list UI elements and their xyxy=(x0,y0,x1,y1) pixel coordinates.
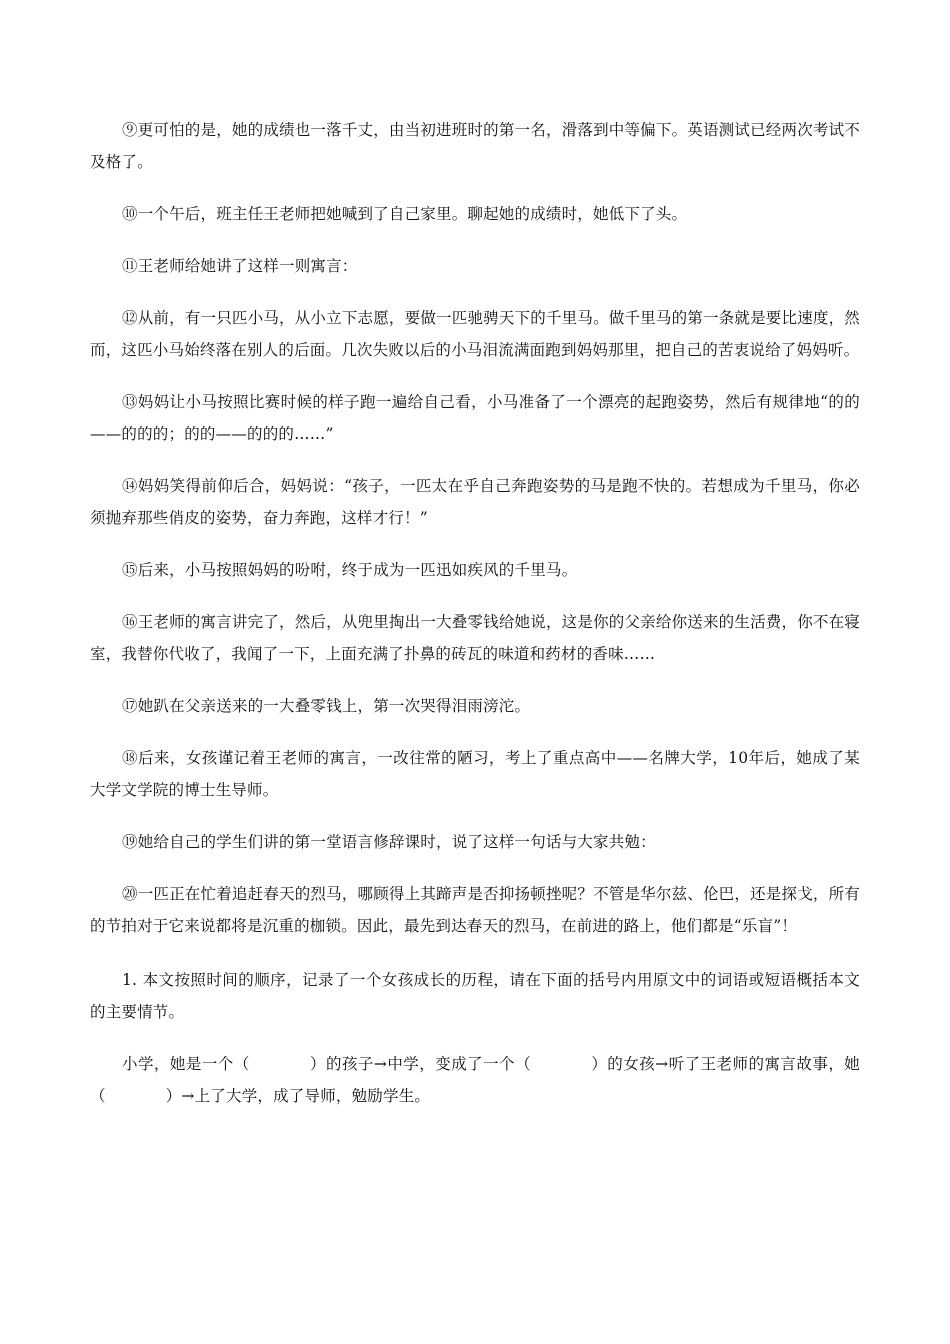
answer-part-3: ）的女孩→听了王老师的寓言故事，她（ xyxy=(90,1055,860,1105)
paragraph-11: ⑪王老师给她讲了这样一则寓言： xyxy=(122,257,358,275)
paragraph-13: ⑬妈妈让小马按照比赛时候的样子跑一遍给自己看，小马准备了一个漂亮的起跑姿势，然后有规律地“的的——的的的；的的——的的的……” xyxy=(90,393,860,443)
answer-template xyxy=(90,1048,860,1112)
paragraph-12: ⑫从前，有一只匹小马，从小立下志愿，要做一匹驰骋天下的千里马。做千里马的第一条就是要比速度，然而，这匹小马始终落在别人的后面。几次失败以后的小马泪流满面跑到妈妈那里，把自己的苦衷说给了妈妈听。 xyxy=(90,309,860,359)
paragraph-20: ⑳一匹正在忙着追赶春天的烈马，哪顾得上其蹄声是否抑扬顿挫呢？不管是华尔兹、伦巴，还是探戈，所有的节拍对于它来说都将是沉重的枷锁。因此，最先到达春天的烈马，在前进的路上，他们都是“乐盲”！ xyxy=(90,885,860,935)
paragraph-16: ⑯王老师的寓言讲完了，然后，从兜里掏出一大叠零钱给她说，这是你的父亲给你送来的生活费，你不在寝室，我替你代收了，我闻了一下，上面充满了扑鼻的砖瓦的味道和药材的香味…… xyxy=(90,613,860,663)
paragraph-9: ⑨更可怕的是，她的成绩也一落千丈，由当初进班时的第一名，滑落到中等偏下。英语测试已经两次考试不及格了。 xyxy=(90,121,860,171)
paragraph-19: ⑲她给自己的学生们讲的第一堂语言修辞课时，说了这样一句话与大家共勉： xyxy=(122,833,656,851)
question-1: 1. 本文按照时间的顺序，记录了一个女孩成长的历程，请在下面的括号内用原文中的词语或短语概括本文的主要情节。 xyxy=(90,971,860,1021)
paragraph-15: ⑮后来，小马按照妈妈的吩咐，终于成为一匹迅如疾风的千里马。 xyxy=(122,561,578,579)
paragraph-14: ⑭妈妈笑得前仰后合，妈妈说：“孩子，一匹太在乎自己奔跑姿势的马是跑不快的。若想成为千里马，你必须抛弃那些俏皮的姿势，奋力奔跑，这样才行！” xyxy=(90,477,860,527)
paragraph-10: ⑩一个午后，班主任王老师把她喊到了自己家里。聊起她的成绩时，她低下了头。 xyxy=(122,205,688,223)
answer-part-2: ）的孩子→中学，变成了一个（ xyxy=(309,1055,532,1073)
answer-part-4: ）→上了大学，成了导师，勉励学生。 xyxy=(165,1087,431,1105)
paragraph-18: ⑱后来，女孩谨记着王老师的寓言，一改往常的陋习，考上了重点高中——名牌大学，10年后，她成了某大学文学院的博士生导师。 xyxy=(90,749,860,799)
answer-part-1: 小学，她是一个（ xyxy=(122,1055,250,1073)
paragraph-17: ⑰她趴在父亲送来的一大叠零钱上，第一次哭得泪雨滂沱。 xyxy=(122,697,531,715)
